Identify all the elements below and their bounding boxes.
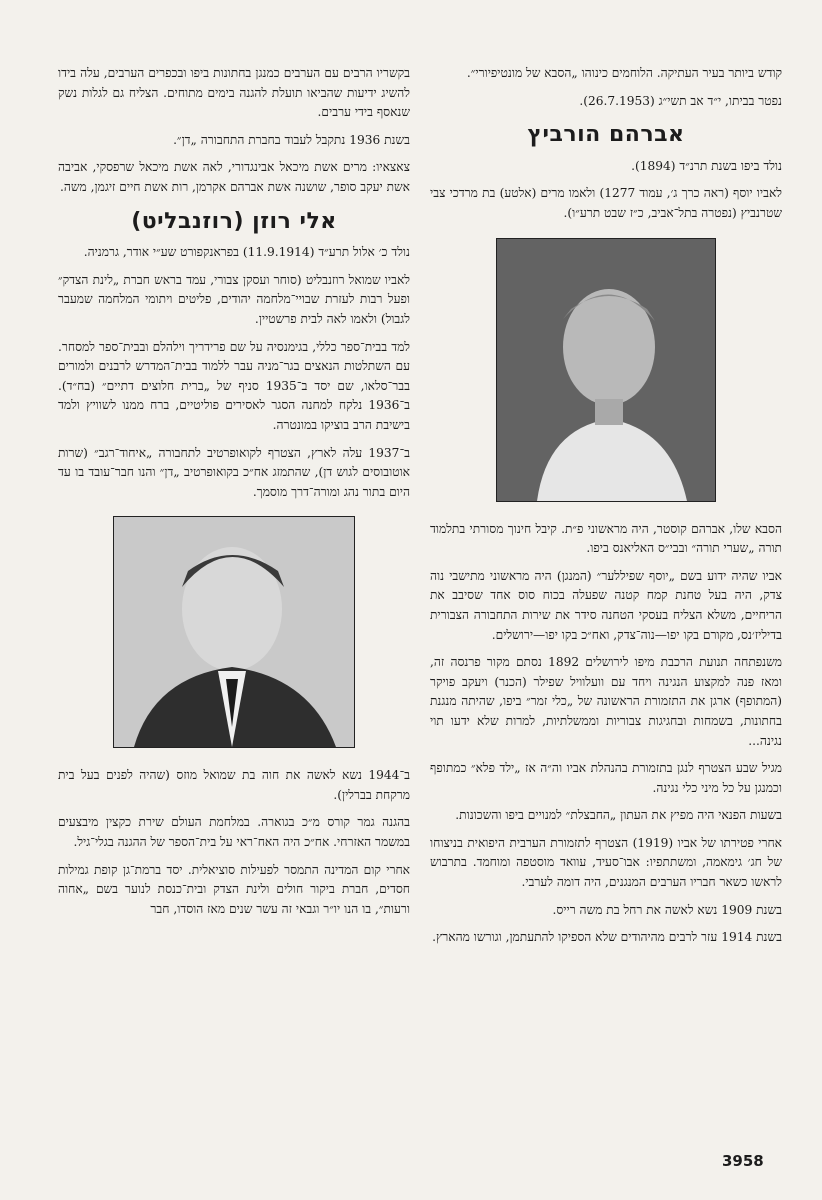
left-column [58, 64, 410, 927]
right-paragraph-8: בשנת 1914 עזר לרבים מהיהודים שלא הספיקו להתעתמן, וגורשו מהארץ. [432, 930, 782, 945]
right-paragraph-1: הסבא שלו, אברהם קוסטר, היה מראשוני פ״ת. קיבל חינוך מסורתי בתלמוד תורה „שערי תורה״ ובבי״ס האליאנס ביפו. [430, 521, 782, 556]
left-paragraph-marriage: ב־1944 נשא לאשה את חוה בת שמואל מוזס (שהיה לפנים בעל בית מרקחת בברלין). [58, 768, 410, 802]
right-paragraph-2: אביו שהיה ידוע בשם „יוסף שפיללער״ (המנגן) היה מראשוני מתישבי נוה צדק, היה בעל טחנת קמח קטנה שפעלה בכוח סוס אחד שסיבב את הריחיים, משלא הצליח בעסקי הטחנה סידר את שירות התחבורה הצבורית בדיליז׳נס, מקורם בקו יפו—נוה־צדק, ואח״כ בקו יפו—ירושלים. [430, 568, 782, 642]
right-paragraph-6: אחרי פטירתו של אביו (1919) הצטרף לתזמורת הערבית היפואית בניצוחו של חג׳ גימאמה, ומשתתפיו: אבו־סעיד, עוואד מוסטפה ומוחמד. בתרבוש לראשו כשאר חבריו הערבים המנגנים, היה דומה לערבי. [430, 835, 782, 890]
left-paragraph-aliya: ב־1937 עלה לארץ, הצטרף לקואופרטיב לתחבורה „איחוד־רגב״ (שרות אוטובוסים לגוש דן), שהתמזג אח״כ בקואופרטיב „דן״ והנו חבר־עובד בו עד היום בתור נהג ומורה־דרך מוסמך. [58, 445, 410, 499]
right-paragraph-parents: לאביו יוסף (ראה כרך ג׳, עמוד 1277) ולאמו מרים (אלטע) בת מרדכי צבי שטרנביץ (נפטרה בתל־אביב, כ״ז שבט תרע״ו). [430, 186, 782, 220]
portrait-photo-eli [113, 516, 355, 748]
right-column [430, 64, 782, 956]
right-paragraph-4: מגיל שבע הצטרף לנגן בתזמורת בהנהלת אביו וה״ה אז „ילד פלא״ כמתופף וכמנגן על כל מיני כלי נגינה. [430, 761, 782, 795]
left-paragraph-parents: לאביו שמואל רוזנבליט (סוחר ועסקן צבורי, עמד בראש חברת „לינת הצדק״ ופעל רבות לעזרת שבויי־מלחמה יהודים, פליטים ויתומי המלחמה שמעבר לגבול) ולאמו לאה לבית פרשטיין. [58, 272, 410, 326]
heading-eli-rosen: אלי רוזן (רוזנבליט) [131, 208, 337, 234]
heading-avraham-horowitz: אברהם הורביץ [527, 122, 685, 148]
left-paragraph-contacts: בקשריו הרבים עם הערבים כמנגן בחתונות ביפו ובכפרים הערבים, עלה בידו להשיג ידיעות שהביאו תועלת להגנה בימים מתוחים. הצליח גם לגלות נשק שנאסף בידי ערבים. [58, 66, 410, 120]
right-paragraph-3: משנפתחה תנועת הרכבת מיפו לירושלים 1892 נסתם מקור פרנסה זה, ומאז פנה למקצוע הנגינה ויחד עם וועלוויל שפילר (הכנר) ויעקב פויקר (המתופף) ארגן את התזמורת הראשונה של „כלי זמר״ ביפו, שהיתה מנגנת בחתונות, בשמחות ובחגיגות צבוריות וממשלתיות, למרות שלא ידעו תוי נגינה... [430, 655, 783, 748]
left-paragraph-dan: בשנת 1936 נתקבל לעבוד בחברת התחבורה „דן״. [173, 132, 410, 147]
left-paragraph-social: אחרי קום המדינה התמסר לפעילות סוציאלית. יסד ברמת־גן קופת גמילות חסדים, חברת ביקור חולים ולינת הצדק ובית־כנסת לנוער בשם „אחוה ורעות״, בו הנו יו״ר וגבאי זה עשר שנים מאז הוסדו, חבר [58, 862, 410, 916]
right-paragraph-birth: נולד ביפו בשנת תרנ״ד (1894). [631, 158, 782, 173]
portrait-photo-avraham [496, 238, 716, 502]
left-paragraph-birth: נולד כ׳ אלול תרע״ד (11.9.1914) בפראנקפורט שע״י אודר, גרמניה. [83, 245, 410, 260]
left-paragraph-descendants: צאצאיו: מרים אשת מיכאל אבינגדורי, לאה אשת מיכאל שרפסקי, אביבה אשת יעקב סופר, שושנה אשת אברהם אקרמן, רות אשת חיים זיגמן, משה. [58, 160, 410, 194]
right-intro-paragraph-1: קודש ביותר בעיר העתיקה. הלוחמים כינוהו „הסבא של מונטיפיורי״. [466, 66, 782, 80]
right-paragraph-7: בשנת 1909 נשא לאשה את רחל בת משה רייס. [552, 902, 782, 917]
left-paragraph-haganah: בהגנה גמר קורס מ״כ בגוארה. במלחמת העולם שירת כקצין מיבצעים במשמר האזרחי. אח״כ היה האח־ראי על בית־הספר של ההגנה בגלי־גיל. [58, 815, 410, 850]
right-intro-paragraph-2: נפטר בביתו, י״ד אב תשי״ג (26.7.1953). [579, 93, 782, 108]
page-number: 3958 [722, 1152, 764, 1170]
left-paragraph-education: למד בבית־ספר כללי, בגימנסיה על שם פרידריך וילהלם ובבית־ספר למסחר. עם השתלטות הנאצים בגר־מניה עבר ללמוד בבית־המדרש לרבנים ולמורים בבר־סלאו, שם יסד ב־1935 סניף של „ברית חלוצים דתיים״ (בח״ד). ב־1936 נלקח למחנה הסגר לאסירים פוליטיים, ברח ממנו לשוויץ ולמד בישיבת הרב בוציקו במונטרה. [58, 339, 410, 432]
right-paragraph-5: בשעות הפנאי היה מפיץ את העתון „החבצלת״ למנויים ביפו והשכונות. [455, 808, 782, 823]
